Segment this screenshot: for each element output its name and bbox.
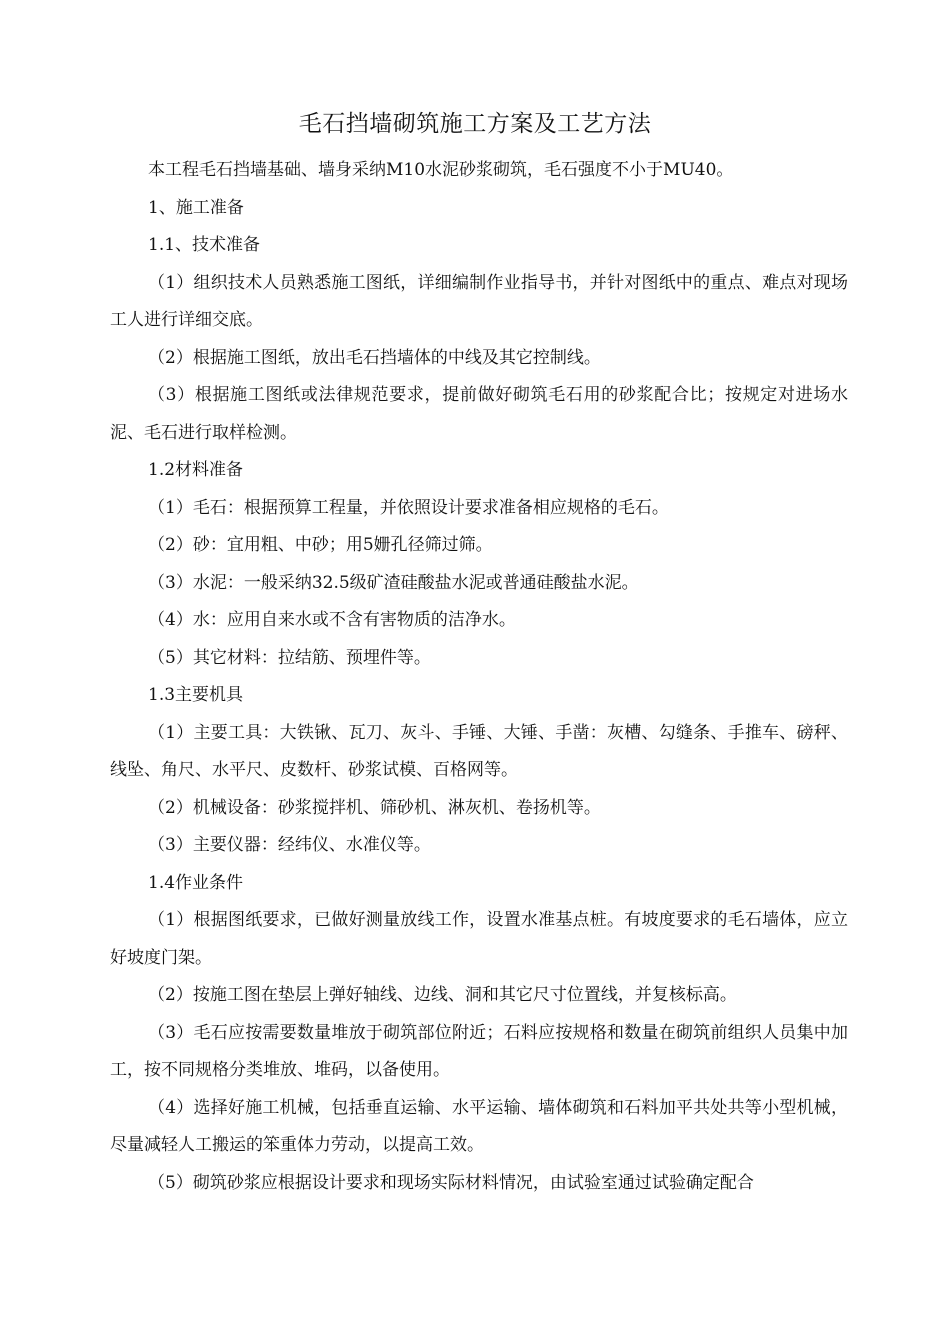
paragraph-material-1: （1）毛石：根据预算工程量，并依照设计要求准备相应规格的毛石。 [148, 497, 669, 518]
paragraph-conditions-5: （5）砌筑砂浆应根据设计要求和现场实际材料情况，由试验室通过试验确定配合 [148, 1172, 754, 1193]
paragraph-material-4: （4）水：应用自来水或不含有害物质的洁净水。 [148, 610, 516, 630]
document-body [110, 152, 848, 1202]
paragraph-technical-2: （2）根据施工图纸，放出毛石挡墙体的中线及其它控制线。 [148, 347, 601, 368]
heading-technical-prep: 1.1、技术准备 [148, 235, 261, 255]
paragraph-technical-3: （3）根据施工图纸或法律规范要求，提前做好砌筑毛石用的砂浆配合比；按规定对进场水泥、毛石进行取样检测。 [110, 385, 848, 443]
paragraph-technical-1: （1）组织技术人员熟悉施工图纸，详细编制作业指导书，并针对图纸中的重点、难点对现场工人进行详细交底。 [110, 272, 848, 330]
paragraph-intro: 本工程毛石挡墙基础、墙身采纳M10水泥砂浆砌筑，毛石强度不小于MU40。 [148, 160, 734, 180]
heading-material-prep: 1.2材料准备 [148, 460, 244, 480]
paragraph-tools-2: （2）机械设备：砂浆搅拌机、筛砂机、淋灰机、卷扬机等。 [148, 797, 601, 818]
paragraph-conditions-1: （1）根据图纸要求，已做好测量放线工作，设置水准基点桩。有坡度要求的毛石墙体，应立好坡度门架。 [110, 910, 848, 968]
document-title: 毛石挡墙砌筑施工方案及工艺方法 [298, 111, 652, 137]
paragraph-conditions-3: （3）毛石应按需要数量堆放于砌筑部位附近；石料应按规格和数量在砌筑前组织人员集中加工，按不同规格分类堆放、堆码，以备使用。 [110, 1022, 848, 1080]
heading-work-conditions: 1.4作业条件 [148, 872, 244, 893]
heading-construction-prep: 1、施工准备 [148, 197, 244, 218]
paragraph-material-3: （3）水泥：一般采纳32.5级矿渣硅酸盐水泥或普通硅酸盐水泥。 [148, 572, 639, 593]
paragraph-conditions-2: （2）按施工图在垫层上弹好轴线、边线、洞和其它尺寸位置线，并复核标高。 [148, 985, 737, 1005]
paragraph-conditions-4: （4）选择好施工机械，包括垂直运输、水平运输、墙体砌筑和石料加平共处共等小型机械，尽量减轻人工搬运的笨重体力劳动，以提高工效。 [110, 1097, 848, 1155]
paragraph-material-5: （5）其它材料：拉结筋、预埋件等。 [148, 647, 431, 668]
paragraph-material-2: （2）砂：宜用粗、中砂；用5姗孔径筛过筛。 [148, 535, 493, 555]
heading-main-tools: 1.3主要机具 [148, 685, 244, 705]
paragraph-tools-1: （1）主要工具：大铁锹、瓦刀、灰斗、手锤、大锤、手凿：灰槽、勾缝条、手推车、磅秤、线坠、角尺、水平尺、皮数杆、砂浆试模、百格网等。 [110, 722, 848, 780]
paragraph-tools-3: （3）主要仪器：经纬仪、水准仪等。 [148, 835, 431, 855]
